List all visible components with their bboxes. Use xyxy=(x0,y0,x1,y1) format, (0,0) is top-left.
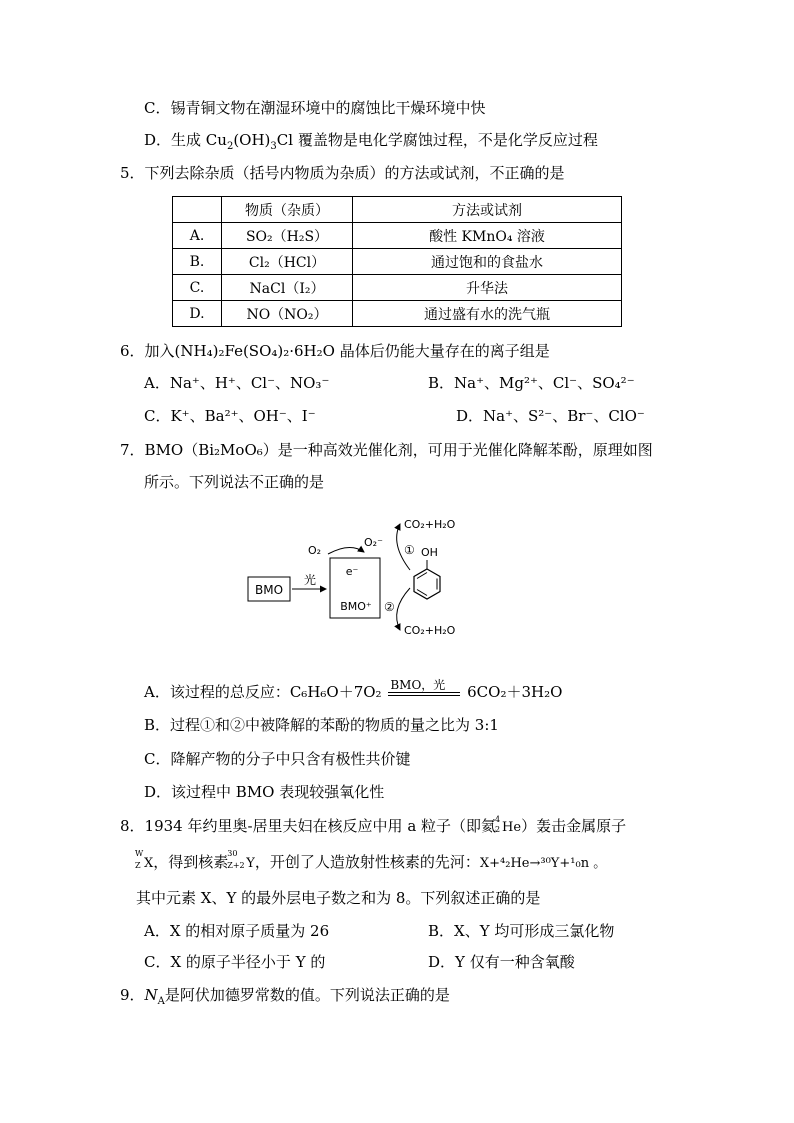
benzene-ring-icon xyxy=(414,569,440,599)
nuclide-y: 30 Z+2 Y xyxy=(227,849,255,871)
q5-stem: 5．下列去除杂质（括号内物质为杂质）的方法或试剂，不正确的是 xyxy=(120,164,565,182)
light-label: 光 xyxy=(303,573,317,587)
bmo-label: BMO xyxy=(254,583,284,597)
q6-stem: 6．加入(NH₄)₂Fe(SO₄)₂·6H₂O 晶体后仍能大量存在的离子组是 xyxy=(120,342,550,360)
table-cell: B. xyxy=(173,249,222,275)
q8-stem-line1: 8．1934 年约里奥-居里夫妇在核反应中用 a 粒子（即氦 4 2 He）轰击金属原子 xyxy=(120,816,626,838)
superoxide-label: O₂⁻ xyxy=(364,536,383,549)
o2-label: O₂ xyxy=(308,544,322,557)
q8-option-d: D．Y 仅有一种含氧酸 xyxy=(428,953,575,971)
table-cell: A. xyxy=(173,223,222,249)
reaction-condition-arrow: BMO，光 xyxy=(386,682,462,702)
table-cell: Cl₂（HCl） xyxy=(222,249,353,275)
step-2-label: ② xyxy=(384,600,395,614)
table-cell: C. xyxy=(173,275,222,301)
table-header xyxy=(173,197,222,223)
table-cell: NO（NO₂） xyxy=(222,301,353,327)
table-cell: SO₂（H₂S） xyxy=(222,223,353,249)
q8-option-a: A．X 的相对原子质量为 26 xyxy=(144,922,330,940)
table-header: 方法或试剂 xyxy=(353,197,622,223)
table-header-row xyxy=(173,197,622,223)
table-cell: D. xyxy=(173,301,222,327)
photocatalysis-diagram xyxy=(240,510,480,645)
q8-option-b: B．X、Y 均可形成三氯化物 xyxy=(428,922,615,940)
hydroxyl-label: OH xyxy=(421,546,438,559)
q7-option-d: D．该过程中 BMO 表现较强氧化性 xyxy=(144,783,385,801)
helium-nuclide: 4 2 He xyxy=(495,815,522,835)
table-cell: 通过饱和的食盐水 xyxy=(353,249,622,275)
table-row xyxy=(173,301,622,327)
electron-label: e⁻ xyxy=(345,565,359,578)
q6-option-d: D．Na⁺、S²⁻、Br⁻、ClO⁻ xyxy=(456,407,645,425)
nuclear-equation: X+⁴₂He→³⁰Y+¹₀n 。 xyxy=(479,856,607,871)
q7-option-a: A．该过程的总反应：C₆H₆O＋7O₂ BMO，光 6CO₂＋3H₂O xyxy=(144,678,563,701)
q6-option-a: A．Na⁺、H⁺、Cl⁻、NO₃⁻ xyxy=(144,374,330,392)
q9-stem: 9．$N_A$是阿伏加德罗常数的值。下列说法正确的是 xyxy=(120,986,450,1007)
product-2-label: CO₂+H₂O xyxy=(404,624,456,637)
q4-option-d: D．生成 $Cu_2(OH)_3Cl$ 覆盖物是电化学腐蚀过程，不是化学反应过程 xyxy=(144,131,598,152)
q4-option-c: C．锡青铜文物在潮湿环境中的腐蚀比干燥环境中快 xyxy=(144,99,486,117)
q8-stem-line2: W Z X，得到核素 30 Z+2 Y，开创了人造放射性核素的先河：X+⁴₂He→³⁰Y+¹₀n 。 xyxy=(136,852,606,874)
step-1-label: ① xyxy=(404,543,415,557)
q7-option-c: C．降解产物的分子中只含有极性共价键 xyxy=(144,750,411,768)
q7-stem-line2: 所示。下列说法不正确的是 xyxy=(144,473,325,491)
table-cell: 酸性 KMnO₄ 溶液 xyxy=(353,223,622,249)
table-row xyxy=(173,275,622,301)
table-cell: NaCl（I₂） xyxy=(222,275,353,301)
table-cell: 通过盛有水的洗气瓶 xyxy=(353,301,622,327)
q6-option-c: C．K⁺、Ba²⁺、OH⁻、I⁻ xyxy=(144,407,316,425)
q8-option-c: C．X 的原子半径小于 Y 的 xyxy=(144,953,326,971)
q6-option-b: B．Na⁺、Mg²⁺、Cl⁻、SO₄²⁻ xyxy=(428,374,635,392)
o2-reduction-arrow xyxy=(328,547,364,554)
product-1-label: CO₂+H₂O xyxy=(404,518,456,531)
nuclide-x: W Z X xyxy=(135,849,154,871)
table-header: 物质（杂质） xyxy=(222,197,353,223)
table-row xyxy=(173,249,622,275)
bmo-plus-label: BMO⁺ xyxy=(340,600,372,613)
q7-stem-line1: 7．BMO（Bi₂MoO₆）是一种高效光催化剂，可用于光催化降解苯酚，原理如图 xyxy=(120,441,653,459)
q7-option-b: B．过程①和②中被降解的苯酚的物质的量之比为 3:1 xyxy=(144,716,499,734)
table-cell: 升华法 xyxy=(353,275,622,301)
q5-table xyxy=(172,196,622,327)
q8-stem-line3: 其中元素 X、Y 的最外层电子数之和为 8。下列叙述正确的是 xyxy=(136,889,541,907)
table-row xyxy=(173,223,622,249)
